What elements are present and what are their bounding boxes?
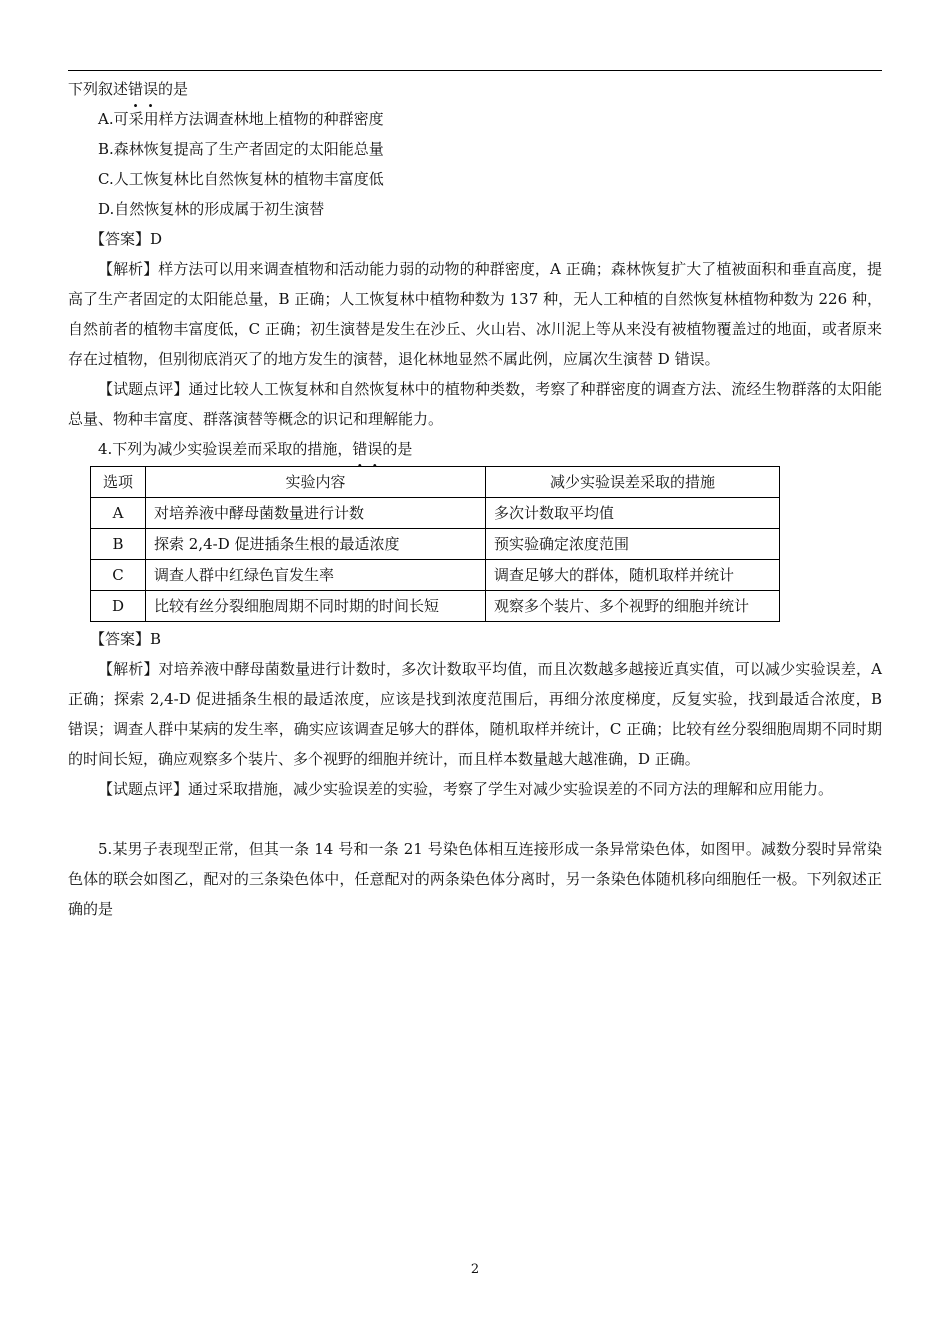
table-cell: 多次计数取平均值 xyxy=(486,498,780,529)
emphasis-dot-char: 误 xyxy=(143,80,159,98)
table-header-cell: 实验内容 xyxy=(146,467,486,498)
header-rule xyxy=(68,70,882,71)
q3-option-d: D.自然恢复林的形成属于初生演替 xyxy=(98,200,325,218)
q3-stem: 下列叙述错误的是 xyxy=(68,80,189,98)
table-header-cell: 减少实验误差采取的措施 xyxy=(486,467,780,498)
q3-comment: 【试题点评】通过比较人工恢复林和自然恢复林中的植物种类数，考察了种群密度的调查方法、流经生物群落的太阳能总量、物种丰富度、群落演替等概念的识记和理解能力。 xyxy=(68,380,882,428)
q4-stem: 4.下列为减少实验误差而采取的措施，错误的是 xyxy=(98,440,413,458)
table-cell: 调查人群中红绿色盲发生率 xyxy=(146,560,486,591)
experiment-table xyxy=(90,466,780,622)
q3-analysis: 【解析】样方法可以用来调查植物和活动能力弱的动物的种群密度，A 正确；森林恢复扩大了植被面积和垂直高度，提高了生产者固定的太阳能总量，B 正确；人工恢复林中植物种数为 137 种，无人工种植的自然恢复林植物种数为 226 种，自然前者的植物丰富度低，C 正确；初生演替是发生在沙丘、火山岩、冰川泥上等从来没有被植物覆盖过的地面，或者原来存在过植物，但别彻底消灭了的地方发生的演替，退化林地显然不属此例，应属次生演替 D 错误。 xyxy=(68,260,882,368)
q5-stem: 5.某男子表现型正常，但其一条 14 号和一条 21 号染色体相互连接形成一条异常染色体，如图甲。减数分裂时异常染色体的联会如图乙，配对的三条染色体中，任意配对的两条染色体分离时，另一条染色体随机移向细胞任一极。下列叙述正确的是 xyxy=(68,840,882,918)
table-row xyxy=(91,498,780,529)
page-number: 2 xyxy=(470,1262,480,1277)
page-content xyxy=(68,74,882,924)
table-cell: 观察多个装片、多个视野的细胞并统计 xyxy=(486,591,780,622)
q3-answer: 【答案】D xyxy=(90,230,163,248)
table-cell: 预实验确定浓度范围 xyxy=(486,529,780,560)
table-cell: B xyxy=(91,529,146,560)
table-cell: D xyxy=(91,591,146,622)
table-header-cell: 选项 xyxy=(91,467,146,498)
q3-option-a: A.可采用样方法调查林地上植物的种群密度 xyxy=(98,110,384,128)
table-cell: 探索 2,4-D 促进插条生根的最适浓度 xyxy=(146,529,486,560)
q4-analysis: 【解析】对培养液中酵母菌数量进行计数时，多次计数取平均值，而且次数越多越接近真实值，可以减少实验误差，A 正确；探索 2,4-D 促进插条生根的最适浓度，应该是找到浓度范围后，再细分浓度梯度，反复实验，找到最适合浓度，B 错误；调查人群中某病的发生率，确实应该调查足够大的群体，随机取样并统计，C 正确；比较有丝分裂细胞周期不同时期的时间长短，确应观察多个装片、多个视野的细胞并统计，而且样本数量越大越准确，D 正确。 xyxy=(68,660,882,768)
table-row xyxy=(91,529,780,560)
table-cell: 比较有丝分裂细胞周期不同时期的时间长短 xyxy=(146,591,486,622)
table-cell: C xyxy=(91,560,146,591)
table-cell: 调查足够大的群体，随机取样并统计 xyxy=(486,560,780,591)
q4-comment: 【试题点评】通过采取措施，减少实验误差的实验，考察了学生对减少实验误差的不同方法的理解和应用能力。 xyxy=(98,780,834,798)
q3-option-b: B.森林恢复提高了生产者固定的太阳能总量 xyxy=(98,140,384,158)
q3-option-c: C.人工恢复林比自然恢复林的植物丰富度低 xyxy=(98,170,384,188)
emphasis-dot-char: 错 xyxy=(352,440,368,458)
spacer xyxy=(68,804,882,834)
emphasis-dot-char: 误 xyxy=(367,440,383,458)
q4-answer: 【答案】B xyxy=(90,630,162,648)
emphasis-dot-char: 错 xyxy=(128,80,144,98)
table-header-row xyxy=(91,467,780,498)
table-row xyxy=(91,591,780,622)
table-cell: A xyxy=(91,498,146,529)
table-cell: 对培养液中酵母菌数量进行计数 xyxy=(146,498,486,529)
table-row xyxy=(91,560,780,591)
